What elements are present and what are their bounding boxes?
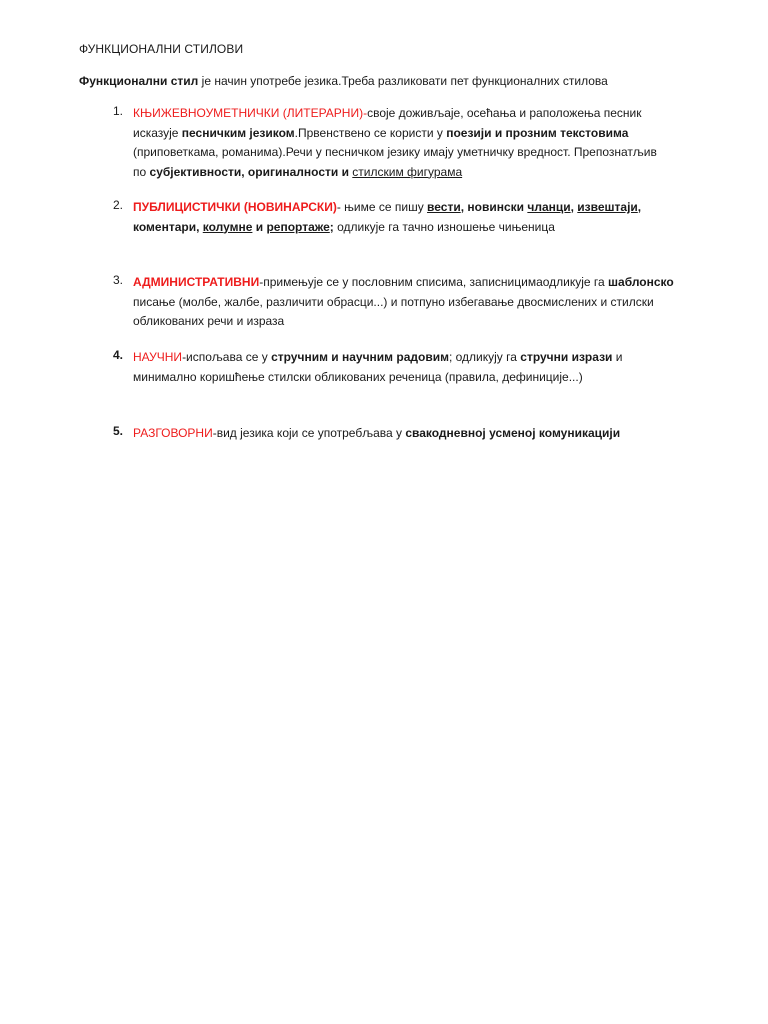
bold-term: и <box>252 219 267 234</box>
text-run: писање (молбе, жалбе, различити обрасци...) и потпуно избегавање двосмислених и стилски <box>133 294 654 309</box>
bold-term: шаблонско <box>608 275 674 289</box>
text-run: по <box>133 164 150 179</box>
style-name: НАУЧНИ <box>133 350 183 364</box>
bold-term: стручни изрази <box>520 350 613 364</box>
bold-term: коментари <box>133 219 197 234</box>
bold-term: ; <box>329 219 334 234</box>
style-name: РАЗГОВОРНИ <box>133 426 213 440</box>
text-run: .Првенствено се користи у <box>294 125 447 140</box>
text-run: минимално коришћење стилски обликованих реченица (правила, дефиниције...) <box>133 369 583 384</box>
intro-paragraph <box>79 74 608 88</box>
text-run: исказује <box>133 125 182 140</box>
bold-term: , <box>196 219 203 234</box>
list-item-text <box>133 424 693 444</box>
text-run: одликује га тачно изношење чињеница <box>333 219 555 234</box>
list-item-number: 5. <box>113 424 124 438</box>
text-run: -испољава се у <box>182 350 272 364</box>
bold-term: , <box>637 200 642 214</box>
text-run: (приповеткама, романима).Речи у песничком језику имају уметничку вредност. Препознатљив <box>133 145 657 159</box>
list-item-text <box>133 348 693 387</box>
text-run: своје доживљаје, осећања и раположења песник <box>367 106 642 120</box>
list-item-number: 1. <box>113 104 124 118</box>
list-item-number: 2. <box>113 198 124 212</box>
intro-text: је начин употребе језика.Треба разликовати пет функционалних стилова <box>198 74 608 88</box>
text-run: и <box>612 350 623 364</box>
intro-term: Функционални стил <box>79 74 199 88</box>
bold-term: песничким језиком <box>181 125 295 140</box>
style-name: КЊИЖЕВНОУМЕТНИЧКИ (ЛИТЕРАРНИ)- <box>133 106 368 120</box>
style-name: АДМИНИСТРАТИВНИ <box>133 275 260 289</box>
text-run: -вид језика који се употребљава у <box>212 426 406 440</box>
text-run: - њиме се пишу <box>336 200 428 214</box>
document-title: ФУНКЦИОНАЛНИ СТИЛОВИ <box>79 42 244 56</box>
bold-term: , <box>570 200 578 214</box>
underlined-term: чланци <box>527 200 571 214</box>
list-item-text <box>133 198 693 237</box>
list-item-text <box>133 273 693 332</box>
text-run: -примењује се у пословним списима, записницимаодликује га <box>259 275 609 289</box>
underlined-term: извештаји <box>577 200 638 214</box>
list-item-number: 3. <box>113 273 124 287</box>
style-name: ПУБЛИЦИСТИЧКИ (НОВИНАРСКИ) <box>133 200 337 214</box>
list-item-number: 4. <box>113 348 124 362</box>
bold-term: , новински <box>460 200 528 214</box>
underlined-term: колумне <box>202 219 253 234</box>
underlined-term: стилским фигурама <box>352 164 463 179</box>
bold-term: стручним и научним радовим <box>271 350 449 364</box>
bold-term: свакодневној усменој комуникацији <box>405 426 621 440</box>
bold-term: поезији и прозним текстовима <box>446 125 629 140</box>
text-run: ; одликују га <box>448 350 521 364</box>
underlined-term: вести <box>427 200 461 214</box>
text-run: обликованих речи и израза <box>133 314 285 328</box>
bold-term: субјективности, оригиналности и <box>149 164 353 179</box>
underlined-term: репортаже <box>266 219 330 234</box>
list-item-text <box>133 104 693 182</box>
